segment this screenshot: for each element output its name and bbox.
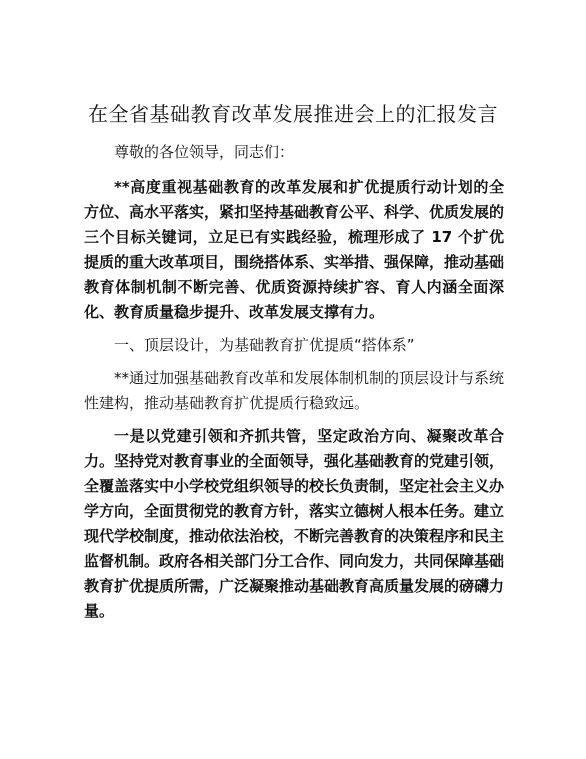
paragraph-intro: **高度重视基础教育的改革发展和扩优提质行动计划的全方位、高水平落实，紧扣坚持基础教育公平、科学、优质发展的三个目标关键词，立足已有实践经验，梳理形成了 17 个扩优提质的重大改革项目，围绕搭体系、实举措、强保障，推动基础教育体制机制不断完善、优质资源持续扩容、育人内涵全面深化、教育质量稳步提升、改革发展支撑有力。 bbox=[84, 178, 505, 321]
document-body bbox=[84, 140, 504, 632]
salutation: 尊敬的各位领导，同志们： bbox=[114, 143, 295, 161]
document-title: 在全省基础教育改革发展推进会上的汇报发言 bbox=[88, 102, 498, 126]
paragraph-point-1: 一是以党建引领和齐抓共管，坚定政治方向、凝聚改革合力。坚持党对教育事业的全面领导，强化基础教育的党建引领，全覆盖落实中小学校党组织领导的校长负责制，坚定社会主义办学方向，全面贯彻党的教育方针，落实立德树人根本任务。建立现代学校制度，推动依法治校，不断完善教育的决策程序和民主监督机制。政府各相关部门分工合作、同向发力，共同保障基础教育扩优提质所需，广泛凝聚推动基础教育高质量发展的磅礴力量。 bbox=[84, 427, 505, 620]
paragraph-section-1-intro: **通过加强基础教育改革和发展体制机制的顶层设计与系统性建构，推动基础教育扩优提质行稳致远。 bbox=[84, 369, 505, 412]
section-heading-1: 一、顶层设计，为基础教育扩优提质“搭体系” bbox=[114, 336, 415, 354]
